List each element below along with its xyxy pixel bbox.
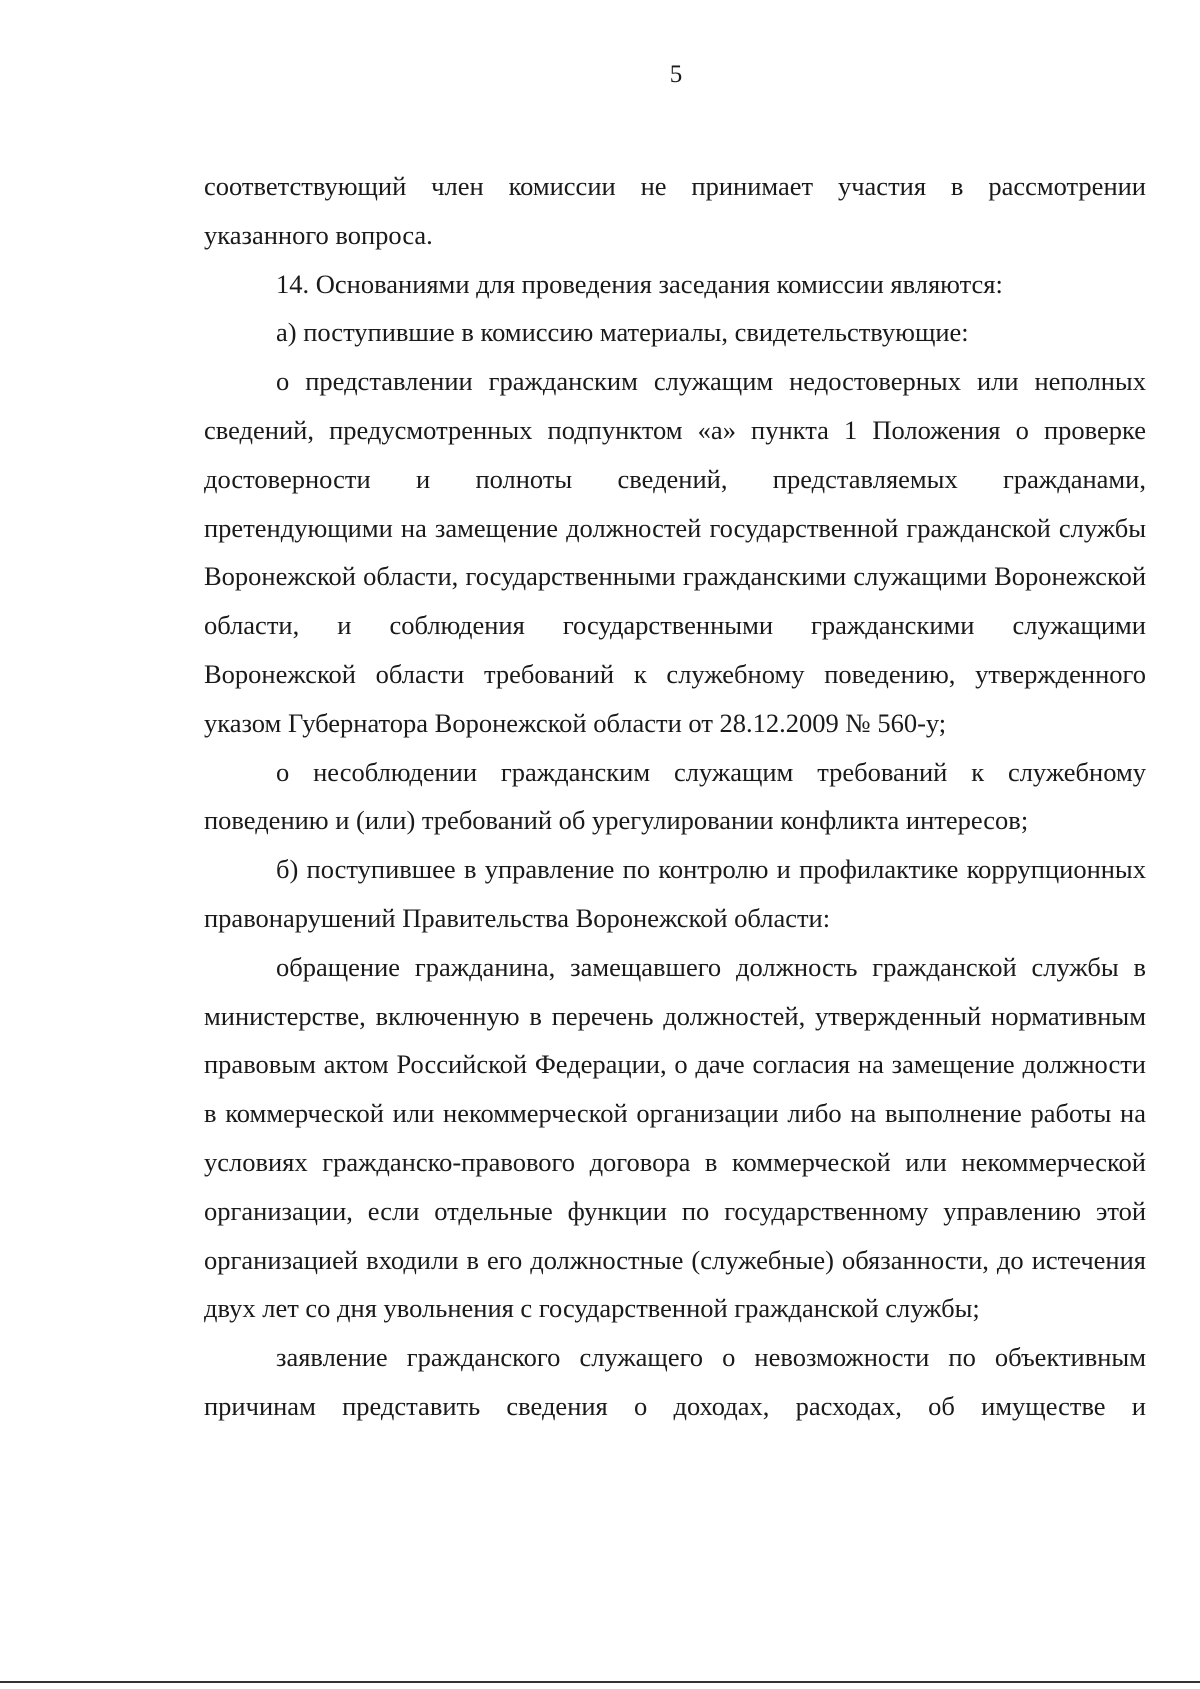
paragraph-false-information: о представлении гражданским служащим недостоверных или неполных сведений, предусмотренных подпунктом «а» пункта 1 Положения о проверке достоверности и полноты сведений, представляемых гражданами, претендующими на замещение должностей государственной гражданской службы Воронежской области, государственными гражданскими служащими Воронежской области, и соблюдения государственными гражданскими служащими Воронежской области требований к служебному поведению, утвержденного указом Губернатора Воронежской области от 28.12.2009 № 560-у;	[204, 366, 1146, 738]
paragraph-subclause-b: б) поступившее в управление по контролю и профилактике коррупционных правонарушений Правительства Воронежской области:	[204, 854, 1146, 933]
document-body	[204, 162, 1146, 1431]
paragraph-non-compliance: о несоблюдении гражданским служащим требований к служебному поведению и (или) требований об урегулировании конфликта интересов;	[204, 756, 1146, 836]
scan-bottom-edge	[0, 1681, 1200, 1683]
paragraph-citizen-appeal: обращение гражданина, замещавшего должность гражданской службы в министерстве, включенную в перечень должностей, утвержденный нормативным правовым актом Российской Федерации, о даче согласия на замещение должности в коммерческой или некоммерческой организации либо на выполнение работы на условиях гражданско-правового договора в коммерческой или некоммерческой организации, если отдельные функции по государственному управлению этой организацией входили в его должностные (служебные) обязанности, до истечения двух лет со дня увольнения с государственной гражданской службы;	[204, 951, 1146, 1324]
page-number: 5	[669, 61, 683, 88]
paragraph-continuation: соответствующий член комиссии не принимает участия в рассмотрении указанного вопроса.	[204, 171, 1146, 250]
paragraph-employee-statement: заявление гражданского служащего о невозможности по объективным причинам представить сведения о доходах, расходах, об имуществе и	[204, 1342, 1146, 1421]
paragraph-subclause-a: а) поступившие в комиссию материалы, свидетельствующие:	[276, 317, 969, 348]
paragraph-clause-14: 14. Основаниями для проведения заседания комиссии являются:	[276, 268, 1003, 299]
